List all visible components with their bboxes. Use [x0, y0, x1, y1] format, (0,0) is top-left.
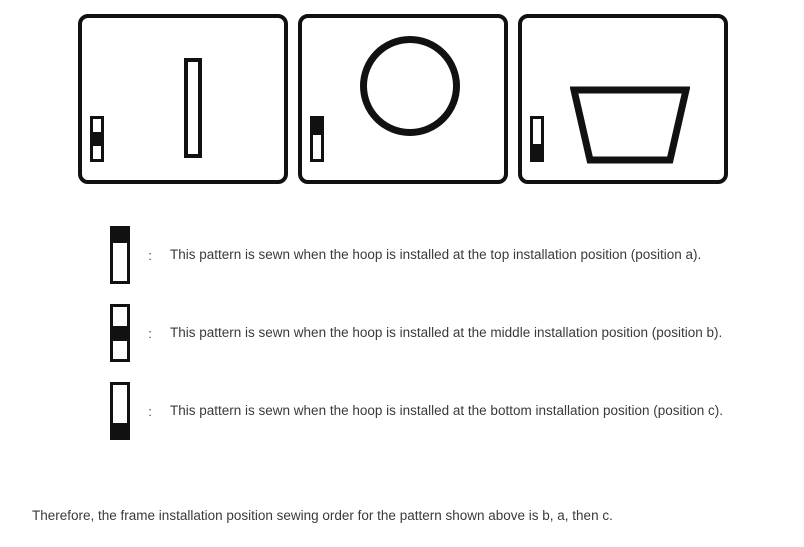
shape-trapezoid-icon: [570, 86, 690, 164]
shape-tall-rectangle-icon: [184, 58, 202, 158]
marker-fill: [93, 132, 101, 146]
panel-pattern-trapezoid: [518, 14, 728, 184]
legend-text: This pattern is sewn when the hoop is installed at the middle installation position (position b).: [170, 324, 723, 340]
hoop-position-bottom-icon: [530, 116, 544, 162]
hoop-position-top-icon: [110, 226, 130, 284]
panel-pattern-circle: [298, 14, 508, 184]
marker-fill: [533, 144, 541, 159]
legend-item-top: [110, 216, 790, 294]
marker-fill: [113, 326, 127, 341]
marker-fill: [313, 119, 321, 135]
hoop-position-bottom-icon: [110, 382, 130, 440]
legend-separator: :: [148, 247, 152, 263]
legend-separator: :: [148, 403, 152, 419]
legend-item-bottom: [110, 372, 790, 450]
legend-text: This pattern is sewn when the hoop is installed at the top installation position (position a).: [170, 246, 702, 262]
hoop-position-middle-icon: [90, 116, 104, 162]
legend: [110, 216, 790, 450]
conclusion-text: Therefore, the frame installation position sewing order for the pattern shown above is b, a, then c.: [32, 508, 613, 523]
panel-pattern-rectangle: [78, 14, 288, 184]
marker-fill: [113, 423, 127, 437]
legend-text: This pattern is sewn when the hoop is installed at the bottom installation position (position c).: [170, 402, 724, 418]
pattern-illustration-row: [78, 14, 754, 186]
legend-separator: :: [148, 325, 152, 341]
legend-item-middle: [110, 294, 790, 372]
hoop-position-top-icon: [310, 116, 324, 162]
shape-circle-icon: [360, 36, 460, 136]
marker-fill: [113, 229, 127, 243]
hoop-position-middle-icon: [110, 304, 130, 362]
